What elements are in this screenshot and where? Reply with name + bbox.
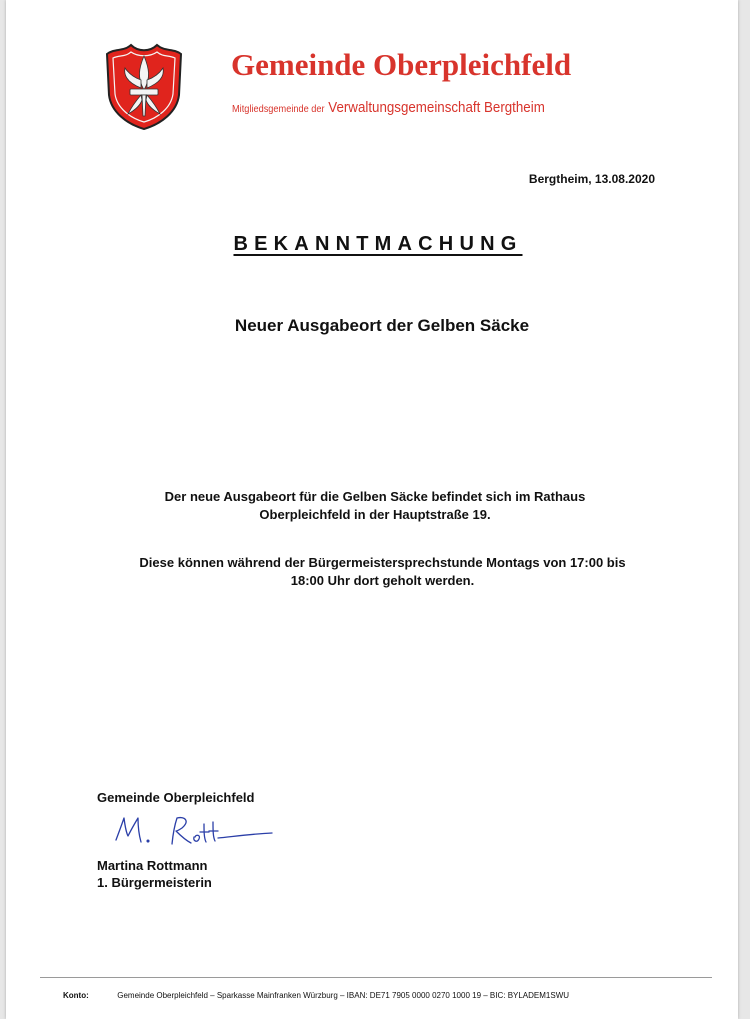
organization-name: Gemeinde Oberpleichfeld <box>231 47 572 82</box>
paragraph-hours <box>95 554 670 590</box>
footer-bank-details <box>63 991 569 1000</box>
footer-divider <box>40 977 712 978</box>
signatory-name: Martina Rottmann <box>97 858 208 873</box>
paragraph-line: Diese können während der Bürgermeistersprechstunde Montags von 17:00 bis <box>139 555 626 570</box>
paragraph-line: 18:00 Uhr dort geholt werden. <box>290 573 475 588</box>
coat-of-arms-icon <box>103 40 185 130</box>
handwritten-signature <box>110 810 280 855</box>
date-line: Bergtheim, 13.08.2020 <box>528 172 655 186</box>
paragraph-line: Oberpleichfeld in der Hauptstraße 19. <box>259 507 491 522</box>
footer-text: Gemeinde Oberpleichfeld – Sparkasse Mainfranken Würzburg – IBAN: DE71 7905 0000 0270 1000 19 – BIC: BYLADEM1SWU <box>117 991 570 1000</box>
heading-text: BEKANNTMACHUNG <box>233 233 523 255</box>
signature-organization: Gemeinde Oberpleichfeld <box>97 790 255 805</box>
subject-line: Neuer Ausgabeort der Gelben Säcke <box>234 316 530 335</box>
subtitle-main: Verwaltungsgemeinschaft Bergtheim <box>328 100 545 116</box>
paragraph-location <box>110 488 640 524</box>
subtitle-prefix: Mitgliedsgemeinde der <box>232 104 325 115</box>
signatory <box>97 857 212 891</box>
signatory-role: 1. Bürgermeisterin <box>97 875 212 890</box>
paragraph-line: Der neue Ausgabeort für die Gelben Säcke befindet sich im Rathaus <box>164 489 586 504</box>
footer-label: Konto: <box>63 991 89 1000</box>
announcement-heading <box>0 233 750 256</box>
organization-subtitle <box>232 100 545 116</box>
